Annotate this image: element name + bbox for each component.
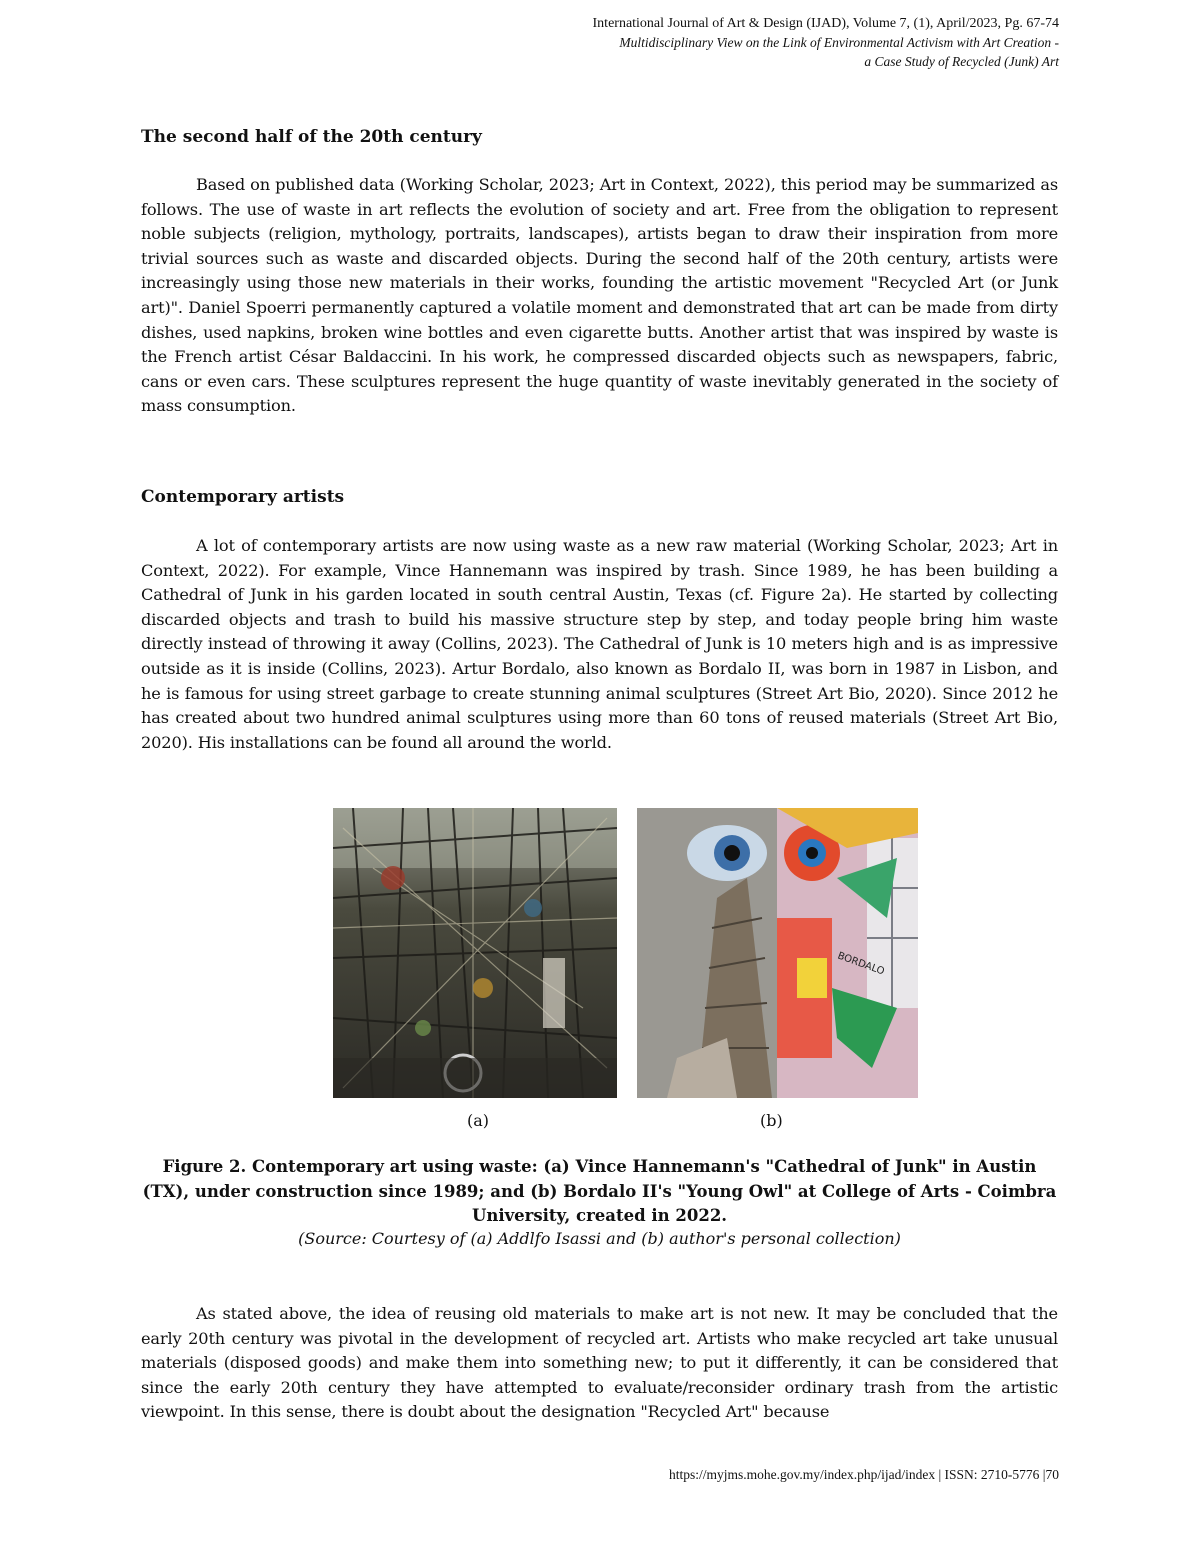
svg-text:BORDALO: BORDALO: [835, 950, 886, 978]
article-title-line-1: Multidisciplinary View on the Link of Environmental Activism with Art Creation -: [619, 35, 1059, 50]
figure-2a-cathedral-of-junk-photo: [333, 808, 617, 1098]
section-heading-contemporary: Contemporary artists: [141, 487, 345, 507]
section-heading-20th-century: The second half of the 20th century: [141, 127, 482, 147]
page-footer: https://myjms.mohe.gov.my/index.php/ijad/index | ISSN: 2710-5776 |70: [668, 1467, 1059, 1482]
figure-2b-young-owl-photo: [637, 808, 918, 1098]
figure-2-source: (Source: Courtesy of (a) Addlfo Isassi and (b) author's personal collection): [298, 1229, 901, 1248]
journal-citation: International Journal of Art & Design (IJAD), Volume 7, (1), April/2023, Pg. 67-74: [592, 16, 1059, 31]
figure-2a-label: (a): [467, 1111, 490, 1130]
running-header: [359, 14, 1059, 71]
figure-2-caption: Figure 2. Contemporary art using waste: (a) Vince Hannemann's "Cathedral of Junk" in Austin (TX), under construction since 1989; and (b) Bordalo II's "Young Owl" at College of Arts - Coimbra University, created in 2022.: [142, 1157, 1057, 1225]
figure-2b-label: (b): [760, 1111, 783, 1130]
section-paragraph-contemporary: A lot of contemporary artists are now using waste as a new raw material (Working Scholar, 2023; Art in Context, 2022). For example, Vince Hannemann was inspired by trash. Since 1989, he has been building a Cathedral of Junk in his garden located in south central Austin, Texas (cf. Figure 2a). He started by collecting discarded objects and trash to build his massive structure step by step, and today people bring him waste directly instead of throwing it away (Collins, 2023). The Cathedral of Junk is 10 meters high and is as impressive outside as it is inside (Collins, 2023). Artur Bordalo, also known as Bordalo II, was born in 1987 in Lisbon, and he is famous for using street garbage to create stunning animal sculptures (Street Art Bio, 2020). Since 2012 he has created about two hundred animal sculptures using more than 60 tons of reused materials (Street Art Bio, 2020). His installations can be found all around the world.: [141, 536, 1058, 752]
section-paragraph-20th-century: Based on published data (Working Scholar, 2023; Art in Context, 2022), this period may be summarized as follows. The use of waste in art reflects the evolution of society and art. Free from the obligation to represent noble subjects (religion, mythology, portraits, landscapes), artists began to draw their inspiration from more trivial sources such as waste and discarded objects. During the second half of the 20th century, artists were increasingly using those new materials in their works, founding the artistic movement "Recycled Art (or Junk art)". Daniel Spoerri permanently captured a volatile moment and demonstrated that art can be made from dirty dishes, used napkins, broken wine bottles and even cigarette butts. Another artist that was inspired by waste is the French artist César Baldaccini. In his work, he compressed discarded objects such as newspapers, fabric, cans or even cars. These sculptures represent the huge quantity of waste inevitably generated in the society of mass consumption.: [141, 175, 1058, 416]
closing-paragraph: As stated above, the idea of reusing old materials to make art is not new. It may be concluded that the early 20th century was pivotal in the development of recycled art. Artists who make recycled art take unusual materials (disposed goods) and make them into something new; to put it differently, it can be considered that since the early 20th century they have attempted to evaluate/reconsider ordinary trash from the artistic viewpoint. In this sense, there is doubt about the designation "Recycled Art" because: [141, 1304, 1058, 1422]
article-title-line-2: a Case Study of Recycled (Junk) Art: [864, 54, 1059, 69]
